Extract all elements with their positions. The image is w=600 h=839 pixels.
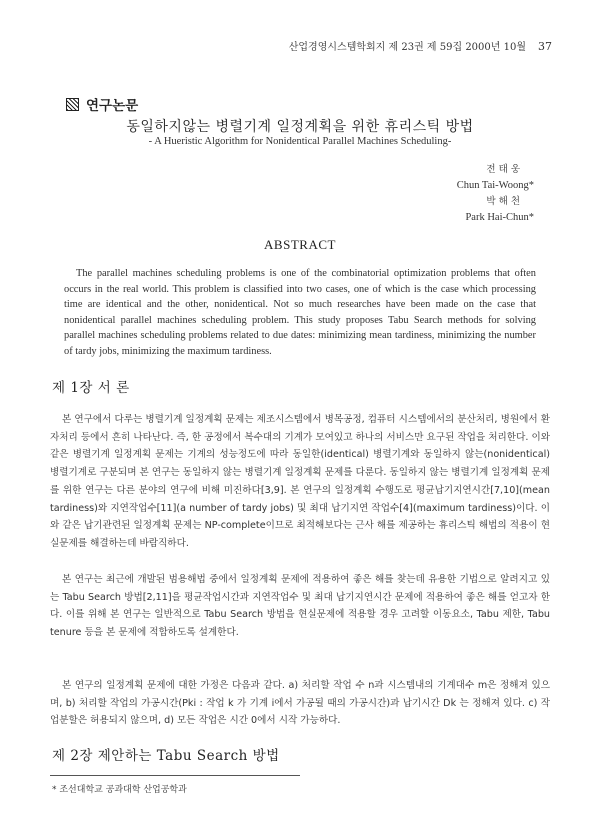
footnote-divider: [50, 775, 300, 776]
author-block: [457, 162, 534, 226]
article-category: [66, 94, 138, 114]
section-1-paragraph-2: 본 연구는 최근에 개발된 범용해법 중에서 일정계획 문제에 적용하여 좋은 해를 찾는데 유용한 기법으로 알려지고 있는 Tabu Search 방법[2,11]을 평균작업시간과 지연작업수 및 최대 납기지연시간 문제에 적용하여 좋은 해를 얻고자 한다. 이를 위해 본 연구는 일반적으로 Tabu Search 방법을 현실문제에 적용할 경우 고려할 이동요소, Tabu 제한, Tabu tenure 등을 본 문제에 적합하도록 설계한다.: [50, 574, 550, 639]
section-1-paragraph-1: 본 연구에서 다루는 병렬기계 일정계획 문제는 제조시스템에서 병목공정, 컴퓨터 시스템에서의 분산처리, 병원에서 환자처리 등에서 흔히 나타난다. 즉, 한 공정에서 복수대의 기계가 모여있고 하나의 서비스만 요구된 작업을 처리한다. 이와 같은 병렬기계 일정계획 문제는 기계의 성능정도에 따라 동일한(identical) 병렬기계와 동일하지 않는(nonidentical) 병렬기계로 구분되며 본 연구는 동일하지 않는 병렬기계 일정계획 문제를 다룬다. 동일하지 않는 병렬기계 일정계획 문제를 위한 연구는 다른 분야의 연구에 비해 미진하다[3,9]. 본 연구의 일정계획 수행도로 평균납기지연시간[7,10](mean tardiness)와 지연작업수[11](a number of tardy jobs) 및 최대 납기지연 작업수[4](maximum tardiness)이다. 이와 같은 납기관련된 일정계획 문제는 NP-complete이므로 최적해보다는 근사 해를 제공하는 휴리스틱 해법의 적용이 현실문제를 해결하는데 바람직하다.: [50, 414, 550, 549]
page-number: 37: [538, 40, 552, 53]
author-1-english: Chun Tai-Woong*: [456, 180, 534, 191]
abstract-heading: ABSTRACT: [264, 237, 336, 252]
section-2-heading: 제 2장 제안하는 Tabu Search 방법: [52, 748, 280, 764]
title-english: - A Hueristic Algorithm for Nonidentical Parallel Machines Scheduling-: [148, 136, 452, 147]
category-label: 연구논문: [86, 98, 139, 114]
section-1-heading: 제 1장 서 론: [52, 380, 130, 396]
journal-info: 산업경영시스템학회지 제 23권 제 59집 2000년 10월: [288, 42, 526, 53]
author-2-english: Park Hai-Chun*: [465, 212, 534, 223]
hatched-square-icon: [66, 98, 79, 111]
author-2-korean: 박 해 천: [486, 196, 520, 207]
abstract-text: The parallel machines scheduling problems is one of the combinatorial optimization problems that often occurs in the real world. This problem is classified into two cases, one of which is the case which processing time are identical and the other, nonidentical. Not so much researches have been made on the case that nonidentical parallel machines scheduling problem. This study proposes Tabu Search methods for solving parallel machines scheduling problems related to due dates: minimizing mean tardiness, minimizing the number of tardy jobs, minimizing the maximum tardiness.: [64, 268, 536, 357]
title-korean: 동일하지않는 병렬기계 일정계획을 위한 휴리스틱 방법: [126, 119, 474, 135]
footnote-affiliation: * 조선대학교 공과대학 산업공학과: [52, 785, 187, 795]
running-header: [289, 38, 552, 53]
author-1-korean: 전 태 웅: [486, 164, 520, 175]
section-1-paragraph-3: 본 연구의 일정계획 문제에 대한 가정은 다음과 같다. a) 처리할 작업 수 n과 시스템내의 기계대수 m은 정해져 있으며, b) 처리할 작업의 가공시간(Pki : 작업 k 가 기계 i에서 가공될 때의 가공시간)과 납기시간 Dk 는 정해져 있다. c) 작업분할은 허용되지 않으며, d) 모든 작업은 시간 0에서 시작 가능하다.: [50, 680, 550, 727]
